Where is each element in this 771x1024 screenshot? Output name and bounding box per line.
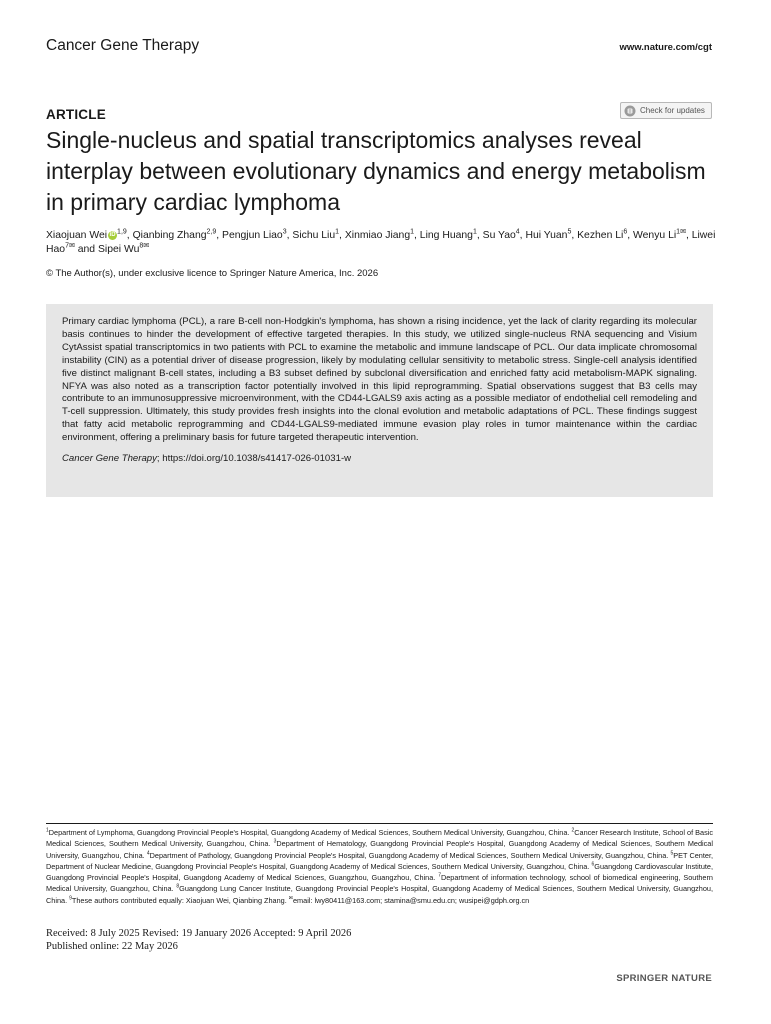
journal-url-link[interactable]: www.nature.com/cgt bbox=[619, 42, 712, 53]
affiliation-text: Cancer Research Institute, School of Basic Medical Sciences, Southern Medical University, Guangzhou, China. bbox=[46, 828, 713, 849]
author-affiliation-sup: 1 bbox=[472, 228, 477, 236]
author-name[interactable]: Xiaojuan Wei bbox=[46, 230, 108, 241]
affiliation-text: PET Center, Department of Nuclear Medicine, Guangdong Provincial People's Hospital, Guangdong Academy of Medical Sciences, Southern Medical University, Guangzhou, China. bbox=[46, 850, 714, 871]
affiliation-text: Department of Pathology, Guangdong Provincial People's Hospital, Guangdong Academy of Medical Sciences, Southern Medical University, Guangzhou, China. bbox=[149, 850, 671, 860]
author-name[interactable]: Qianbing Zhang bbox=[132, 230, 207, 241]
affiliation-text: Guangdong Cardiovascular Institute, Guangdong Provincial People's Hospital, Guangdong Academy of Medical Sciences, Guangzhou, Guangzhou, China. bbox=[46, 861, 713, 883]
doi-link[interactable]: ; https://doi.org/10.1038/s41417-026-01031-w bbox=[156, 453, 352, 465]
affiliation-text: Department of information technology, school of biomedical engineering, Southern Medical University, Guangzhou, China. bbox=[46, 873, 713, 894]
affiliation-sup: 5 bbox=[670, 850, 674, 857]
affiliation-text: email: lwy80411@163.com; stamina@smu.edu.cn; wusipei@gdph.org.cn bbox=[293, 895, 530, 905]
author-affiliation-sup: 3 bbox=[282, 228, 287, 236]
orcid-icon[interactable]: iD bbox=[109, 231, 116, 238]
journal-name: Cancer Gene Therapy bbox=[46, 37, 200, 54]
affiliation-sup: 4 bbox=[146, 850, 150, 857]
affiliation-sup: 9 bbox=[69, 895, 72, 902]
check-for-updates-icon bbox=[624, 105, 636, 117]
author-affiliation-sup: 4 bbox=[515, 228, 520, 236]
article-type-label: ARTICLE bbox=[46, 107, 106, 122]
check-for-updates-button[interactable] bbox=[620, 102, 712, 119]
author-name[interactable]: Sipei Wu bbox=[97, 244, 140, 255]
author-affiliation-sup: 1 bbox=[335, 228, 340, 236]
affiliation-sup: 2 bbox=[571, 827, 575, 834]
author-separator: , bbox=[627, 230, 634, 241]
affiliation-sup: 6 bbox=[591, 861, 595, 868]
author-name[interactable]: Kezhen Li bbox=[577, 230, 624, 241]
author-separator: , bbox=[414, 230, 420, 241]
affiliation-text: These authors contributed equally: Xiaojuan Wei, Qianbing Zhang. bbox=[71, 895, 289, 905]
author-separator: , bbox=[571, 230, 578, 241]
author-affiliation-sup: 5 bbox=[567, 228, 572, 236]
author-separator: and bbox=[74, 244, 98, 255]
citation-line bbox=[62, 452, 697, 465]
affiliation-sup: 7 bbox=[438, 872, 441, 879]
author-list bbox=[46, 229, 716, 257]
author-name[interactable]: Xinmiao Jiang bbox=[344, 230, 411, 241]
abstract-box bbox=[46, 304, 713, 497]
author-name[interactable]: Sichu Liu bbox=[292, 230, 336, 241]
affiliation-sup: 1 bbox=[46, 827, 49, 834]
author-separator: , bbox=[339, 230, 345, 241]
affiliation-text: Department of Hematology, Guangdong Provincial People's Hospital, Guangdong Academy of Medical Sciences, Southern Medical University, Guangzhou, China. bbox=[46, 839, 713, 860]
affiliation-text: Guangdong Lung Cancer Institute, Guangdong Provincial People's Hospital, Guangdong Academy of Medical Sciences, Southern Medical University, Guangzhou, China. bbox=[46, 884, 713, 905]
author-separator: , bbox=[216, 230, 223, 241]
dates-published-online: Published online: 22 May 2026 bbox=[46, 940, 178, 952]
author-name[interactable]: Pengjun Liao bbox=[222, 230, 283, 241]
citation-journal: Cancer Gene Therapy bbox=[62, 453, 157, 465]
abstract-text: Primary cardiac lymphoma (PCL), a rare B-cell non-Hodgkin's lymphoma, has shown a rising incidence, yet the lack of clarity regarding its molecular basis continues to hinder the development of effective targeted therapies. In this study, we utilized single-nucleus RNA sequencing and Visium CytAssist spatial transcriptomics in two patients with PCL to examine the metabolic and immune landscape of PCL. Our data implicate chromosomal instability (CIN) as a potential driver of disease progression, likely by modulating cellular sensitivity to metabolic stress. Single-cell analysis identified five distinct malignant B-cell states, including a B3 subset defined by subclonal diversification and enriched fatty acid metabolism-MAPK signaling. NFYA was also noted as a transcription factor potentially involved in this lipid reprogramming. Spatial observations suggest that B3 cells may contribute to an immunosuppressive microenvironment, with the CD44-LGALS9 axis acting as a possible mediator of endothelial cell remodeling and T-cell suppression. Ultimately, this study provides fresh insights into the clonal evolution and metabolic adaptations of PCL. These findings suggest that fatty acid metabolic reprogramming and CD44-LGALS9-mediated immune evasion play roles in tumor maintenance within the cardiac environment, offering a preliminary basis for future targeted therapeutic intervention. bbox=[62, 316, 697, 444]
affiliations bbox=[46, 827, 713, 906]
author-name[interactable]: Hui Yuan bbox=[525, 230, 568, 241]
author-name[interactable]: Liwei Hao bbox=[46, 230, 716, 255]
affiliation-sup: ✉ bbox=[288, 895, 293, 902]
check-for-updates-label: Check for updates bbox=[640, 106, 705, 115]
author-affiliation-sup: 1 bbox=[410, 228, 415, 236]
author-affiliation-sup: 2,9 bbox=[206, 228, 217, 236]
author-name[interactable]: Ling Huang bbox=[419, 230, 473, 241]
author-affiliation-sup: 8✉ bbox=[139, 242, 150, 250]
publisher-logo: SPRINGER NATURE bbox=[616, 973, 712, 984]
dates-received-revised-accepted: Received: 8 July 2025 Revised: 19 January 2026 Accepted: 9 April 2026 bbox=[46, 928, 352, 939]
author-name[interactable]: Su Yao bbox=[482, 230, 516, 241]
affiliations-divider bbox=[46, 823, 713, 824]
article-title: Single-nucleus and spatial transcriptomics analyses reveal interplay between evolutionary dynamics and energy metabolism in primary cardiac lymphoma bbox=[46, 127, 706, 215]
copyright-notice: © The Author(s), under exclusive licence to Springer Nature America, Inc. 2026 bbox=[46, 268, 379, 279]
author-separator: , bbox=[476, 230, 483, 241]
author-separator: , bbox=[286, 230, 293, 241]
author-affiliation-sup: 1,9 bbox=[117, 228, 127, 236]
affiliation-sup: 8 bbox=[176, 884, 180, 891]
author-affiliation-sup: 6 bbox=[623, 228, 628, 236]
affiliation-sup: 3 bbox=[273, 838, 277, 845]
author-affiliation-sup: 7✉ bbox=[65, 242, 75, 250]
author-separator: , bbox=[519, 230, 526, 241]
affiliation-text: Department of Lymphoma, Guangdong Provincial People's Hospital, Guangdong Academy of Medical Sciences, Southern Medical University, Guangzhou, China. bbox=[48, 828, 572, 837]
author-name[interactable]: Wenyu Li bbox=[633, 230, 677, 241]
author-separator: , bbox=[685, 230, 692, 241]
author-separator: , bbox=[126, 230, 133, 241]
author-affiliation-sup: 1✉ bbox=[676, 228, 686, 236]
publication-dates bbox=[46, 928, 351, 953]
